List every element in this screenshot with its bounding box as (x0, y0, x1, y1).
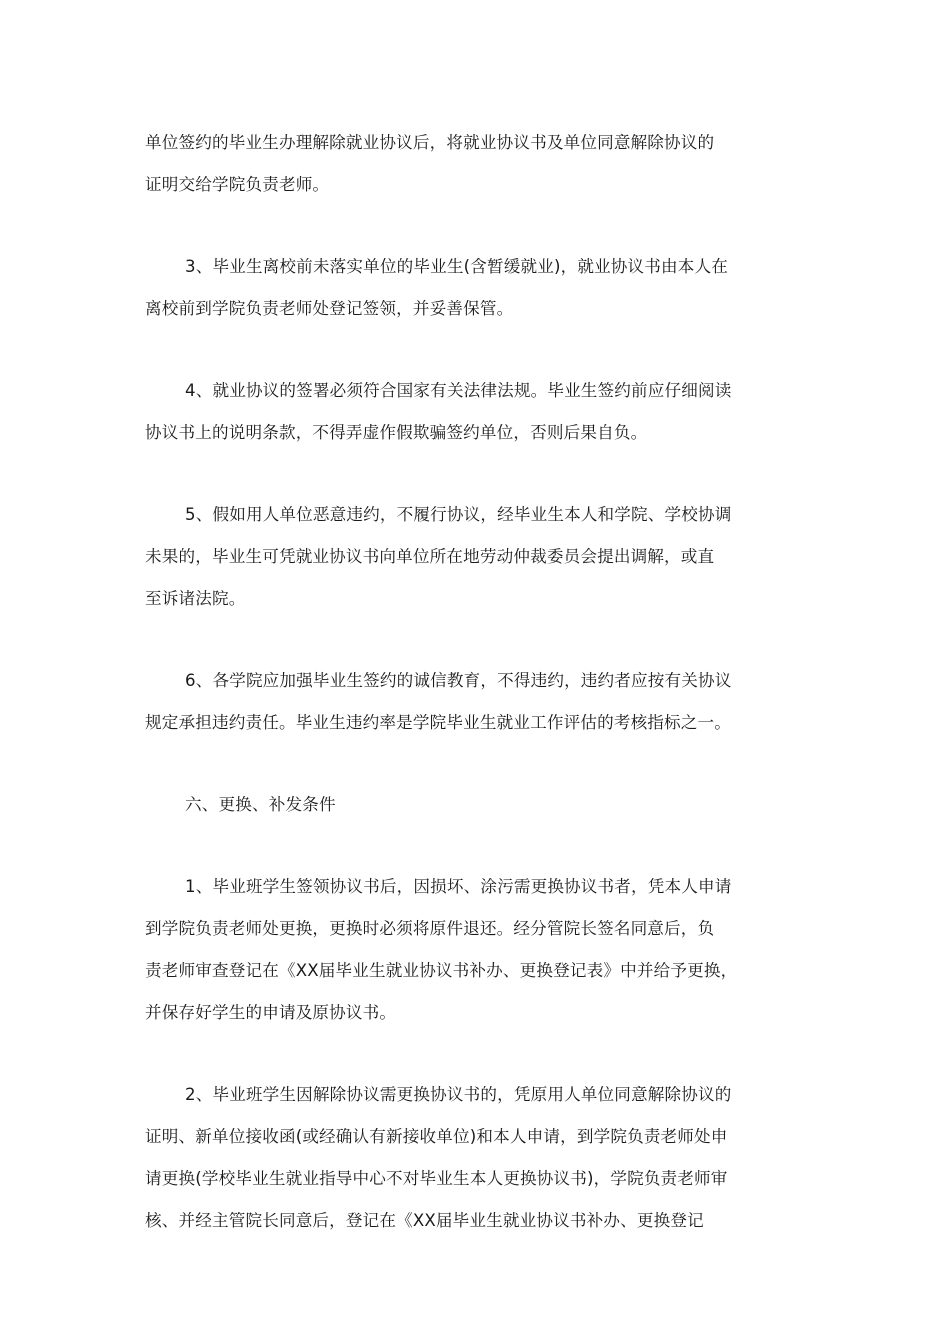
text-line: 1、毕业班学生签领协议书后，因损坏、涂污需更换协议书者，凭本人申请 (185, 877, 732, 896)
paragraph-item-3 (145, 246, 807, 330)
text-line: 至诉诸法院。 (145, 589, 246, 608)
text-line: 证明、新单位接收函(或经确认有新接收单位)和本人申请，到学院负责老师处申 (145, 1127, 728, 1146)
text-line: 4、就业协议的签署必须符合国家有关法律法规。毕业生签约前应仔细阅读 (185, 381, 732, 400)
paragraph-item-4 (145, 370, 807, 454)
text-line: 3、毕业生离校前未落实单位的毕业生(含暂缓就业)，就业协议书由本人在 (185, 257, 729, 276)
text-line: 离校前到学院负责老师处登记签领，并妥善保管。 (145, 299, 514, 318)
paragraph-continuation (145, 122, 807, 206)
paragraph-item-1 (145, 866, 807, 1034)
text-line: 6、各学院应加强毕业生签约的诚信教育，不得违约，违约者应按有关协议 (185, 671, 732, 690)
text-line: 2、毕业班学生因解除协议需更换协议书的，凭原用人单位同意解除协议的 (185, 1085, 732, 1104)
paragraph-item-2 (145, 1074, 807, 1242)
text-line: 协议书上的说明条款，不得弄虚作假欺骗签约单位，否则后果自负。 (145, 423, 648, 442)
section-heading-text: 六、更换、补发条件 (185, 795, 336, 814)
document-body (145, 122, 807, 1282)
text-line: 到学院负责老师处更换，更换时必须将原件退还。经分管院长签名同意后，负 (145, 919, 715, 938)
text-line: 证明交给学院负责老师。 (145, 175, 330, 194)
text-line: 未果的，毕业生可凭就业协议书向单位所在地劳动仲裁委员会提出调解，或直 (145, 547, 715, 566)
text-line: 并保存好学生的申请及原协议书。 (145, 1003, 397, 1022)
text-line: 规定承担违约责任。毕业生违约率是学院毕业生就业工作评估的考核指标之一。 (145, 713, 732, 732)
paragraph-item-6 (145, 660, 807, 744)
paragraph-item-5 (145, 494, 807, 620)
text-line: 5、假如用人单位恶意违约，不履行协议，经毕业生本人和学院、学校协调 (185, 505, 732, 524)
section-heading (145, 784, 807, 826)
text-line: 核、并经主管院长同意后，登记在《XX届毕业生就业协议书补办、更换登记 (145, 1211, 704, 1230)
text-line: 请更换(学校毕业生就业指导中心不对毕业生本人更换协议书)，学院负责老师审 (145, 1169, 728, 1188)
text-line: 责老师审查登记在《XX届毕业生就业协议书补办、更换登记表》中并给予更换， (145, 961, 738, 980)
text-line: 单位签约的毕业生办理解除就业协议后，将就业协议书及单位同意解除协议的 (145, 133, 715, 152)
